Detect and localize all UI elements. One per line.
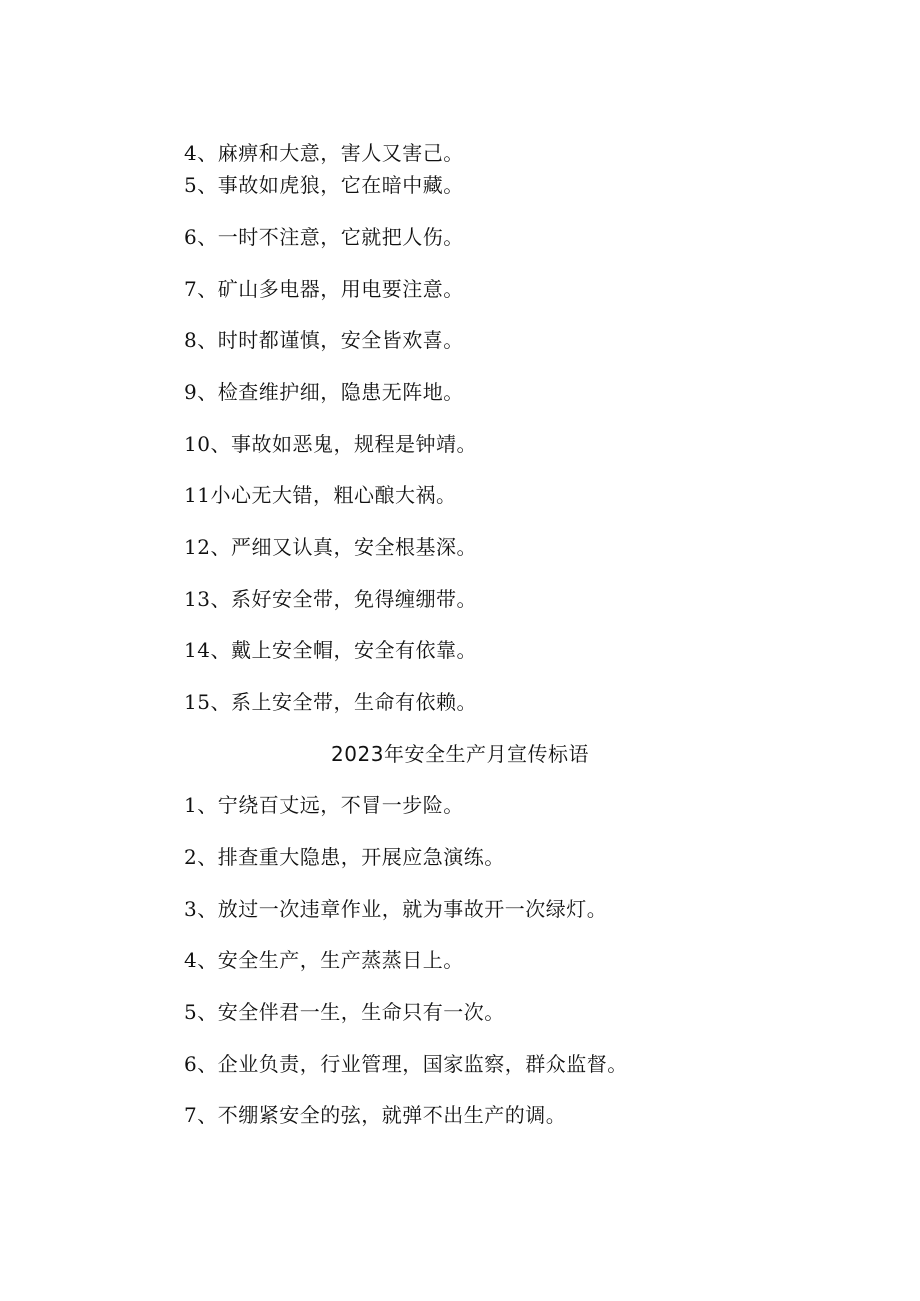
slogan-line-9: 9、检查维护细，隐患无阵地。 <box>184 380 464 404</box>
campaign-slogan-2: 2、排查重大隐患，开展应急演练。 <box>184 845 505 869</box>
slogan-line-13: 13、系好安全带，免得缠绷带。 <box>184 587 477 611</box>
campaign-slogan-4: 4、安全生产，生产蒸蒸日上。 <box>184 948 464 972</box>
slogan-line-7: 7、矿山多电器，用电要注意。 <box>184 277 464 301</box>
campaign-slogan-3: 3、放过一次违章作业，就为事故开一次绿灯。 <box>184 897 608 921</box>
campaign-slogan-6: 6、企业负责，行业管理，国家监察，群众监督。 <box>184 1052 628 1076</box>
section-title: 2023年安全生产月宣传标语 <box>331 742 589 766</box>
slogan-line-6: 6、一时不注意，它就把人伤。 <box>184 225 464 249</box>
slogan-line-4: 4、麻痹和大意，害人又害己。 <box>184 141 464 165</box>
campaign-slogan-5: 5、安全伴君一生，生命只有一次。 <box>184 1000 505 1024</box>
campaign-slogan-7: 7、不绷紧安全的弦，就弹不出生产的调。 <box>184 1103 567 1127</box>
slogan-line-10: 10、事故如恶鬼，规程是钟靖。 <box>184 432 477 456</box>
slogan-line-15: 15、系上安全带，生命有依赖。 <box>184 690 477 714</box>
slogan-line-14: 14、戴上安全帽，安全有依靠。 <box>184 638 477 662</box>
slogan-line-5: 5、事故如虎狼，它在暗中藏。 <box>184 173 464 197</box>
slogan-line-12: 12、严细又认真，安全根基深。 <box>184 535 477 559</box>
campaign-slogan-1: 1、宁绕百丈远，不冒一步险。 <box>184 793 464 817</box>
slogan-line-11: 11小心无大错，粗心酿大祸。 <box>184 483 457 507</box>
slogan-line-8: 8、时时都谨慎，安全皆欢喜。 <box>184 328 464 352</box>
